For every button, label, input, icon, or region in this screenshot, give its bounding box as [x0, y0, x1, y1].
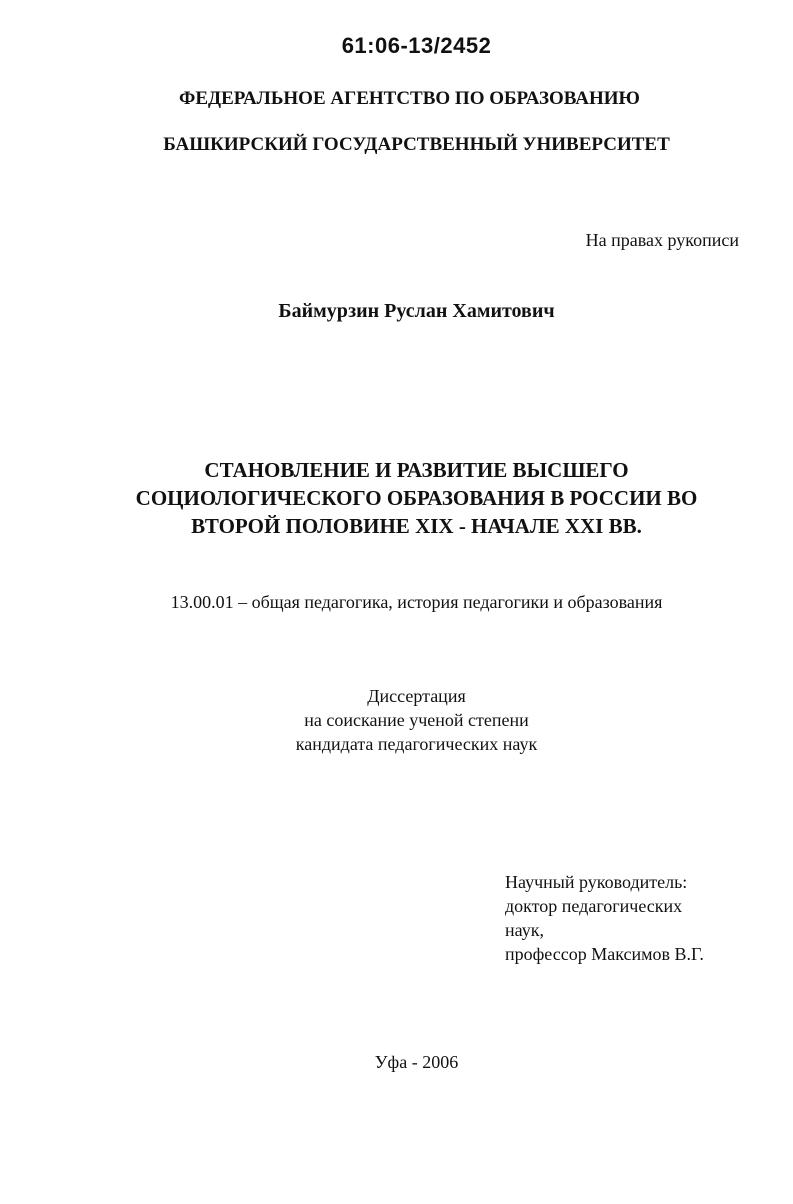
thesis-title-line: СОЦИОЛОГИЧЕСКОГО ОБРАЗОВАНИЯ В РОССИИ ВО	[135, 486, 698, 510]
advisor-line: Научный руководитель:	[505, 872, 688, 892]
degree-statement-line: кандидата педагогических наук	[295, 734, 538, 754]
author-name: Баймурзин Руслан Хамитович	[278, 300, 555, 322]
archive-stamp: 61:06-13/2452	[341, 33, 492, 58]
degree-statement-line: Диссертация	[367, 686, 466, 706]
thesis-title-line: ВТОРОЙ ПОЛОВИНЕ XIX - НАЧАЛЕ XXI ВВ.	[191, 514, 642, 538]
city-year: Уфа - 2006	[374, 1052, 459, 1072]
university-name: БАШКИРСКИЙ ГОСУДАРСТВЕННЫЙ УНИВЕРСИТЕТ	[163, 134, 670, 155]
thesis-title	[0, 456, 793, 540]
scientific-advisor	[505, 870, 704, 966]
rights-note: На правах рукописи	[585, 230, 739, 250]
thesis-title-line: СТАНОВЛЕНИЕ И РАЗВИТИЕ ВЫСШЕГО	[204, 458, 629, 482]
degree-statement-line: на соискание ученой степени	[304, 710, 529, 730]
specialty-code: 13.00.01 – общая педагогика, история педагогики и образования	[170, 592, 663, 612]
degree-statement	[0, 684, 793, 756]
advisor-line: наук,	[505, 920, 544, 940]
agency-name: ФЕДЕРАЛЬНОЕ АГЕНТСТВО ПО ОБРАЗОВАНИЮ	[179, 88, 640, 109]
advisor-line: доктор педагогических	[505, 896, 683, 916]
advisor-line: профессор Максимов В.Г.	[505, 944, 704, 964]
